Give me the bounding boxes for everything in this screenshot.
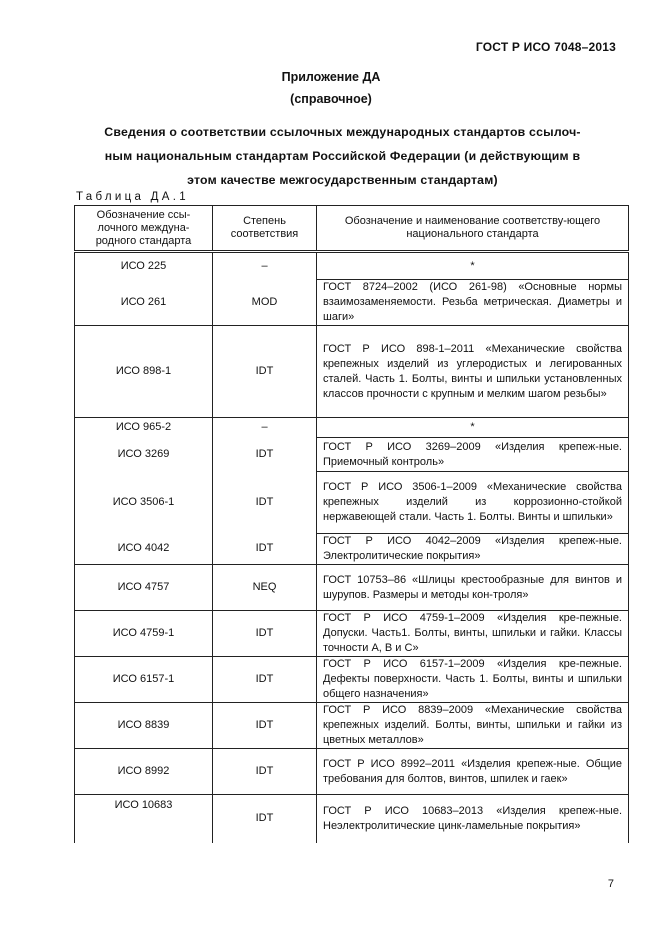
table-row <box>75 280 629 326</box>
cell-national: ГОСТ 10753–86 «Шлицы крестообразные для винтов и шурупов. Размеры и методы кон-троля» <box>317 565 629 611</box>
appendix-heading <box>70 120 615 192</box>
cell-international: ИСО 8992 <box>75 749 213 795</box>
cell-international: ИСО 4757 <box>75 565 213 611</box>
cell-international: ИСО 898-1 <box>75 326 213 418</box>
cell-degree: IDT <box>213 438 317 472</box>
table-header-row <box>75 206 629 252</box>
cell-degree: IDT <box>213 795 317 843</box>
cell-international: ИСО 3269 <box>75 438 213 472</box>
cell-international: ИСО 225 <box>75 252 213 280</box>
cell-national: ГОСТ Р ИСО 3506-1–2009 «Механические свойства крепежных изделий из коррозионно-стойкой нержавеющей стали. Часть 1. Болты. Винты и шпильки» <box>317 472 629 534</box>
cell-national: ГОСТ Р ИСО 4042–2009 «Изделия крепеж-ные. Электролитические покрытия» <box>317 534 629 565</box>
cell-degree: IDT <box>213 657 317 703</box>
cell-national: ГОСТ 8724–2002 (ИСО 261-98) «Основные нормы взаимозаменяемости. Резьба метрическая. Диаметры и шаги» <box>317 280 629 326</box>
table-row <box>75 611 629 657</box>
cell-national: * <box>317 252 629 280</box>
heading-line: Сведения о соответствии ссылочных международных стандартов ссылоч- <box>104 125 581 139</box>
cell-national: ГОСТ Р ИСО 8992–2011 «Изделия крепеж-ные. Общие требования для болтов, винтов, шпилек и гаек» <box>317 749 629 795</box>
cell-national: ГОСТ Р ИСО 8839–2009 «Механические свойства крепежных изделий. Болты, винты, шпильки и гайки из цветных металлов» <box>317 703 629 749</box>
table-row <box>75 418 629 438</box>
cell-national: ГОСТ Р ИСО 10683–2013 «Изделия крепеж-ные. Неэлектролитические цинк-ламельные покрытия» <box>317 795 629 843</box>
document-code: ГОСТ Р ИСО 7048–2013 <box>475 40 616 54</box>
cell-degree: MOD <box>213 280 317 326</box>
page-number: 7 <box>607 878 614 890</box>
column-header-international: Обозначение ссы-лочного междуна-родного стандарта <box>75 206 213 252</box>
table-row <box>75 252 629 280</box>
table-row <box>75 565 629 611</box>
table-row <box>75 438 629 472</box>
cell-degree: IDT <box>213 611 317 657</box>
table-caption: Таблица ДА.1 <box>76 191 189 203</box>
cell-degree: NEQ <box>213 565 317 611</box>
cell-international: ИСО 965-2 <box>75 418 213 438</box>
appendix-title: Приложение ДА <box>281 70 381 84</box>
table-row <box>75 657 629 703</box>
table-row <box>75 703 629 749</box>
cell-national: ГОСТ Р ИСО 898-1–2011 «Механические свойства крепежных изделий из углеродистых и легированных сталей. Часть 1. Болты, винты и шпильки установленных классов прочности с крупным и мелким шагом резьбы» <box>317 326 629 418</box>
cell-degree: IDT <box>213 534 317 565</box>
column-header-national: Обозначение и наименование соответству-ющего национального стандарта <box>317 206 629 252</box>
cell-degree: – <box>213 252 317 280</box>
cell-national: ГОСТ Р ИСО 3269–2009 «Изделия крепеж-ные. Приемочный контроль» <box>317 438 629 472</box>
table-row <box>75 472 629 534</box>
heading-line: этом качестве межгосударственным стандартам) <box>187 173 498 187</box>
cell-degree: IDT <box>213 749 317 795</box>
cell-international: ИСО 4042 <box>75 534 213 565</box>
cell-international: ИСО 4759-1 <box>75 611 213 657</box>
appendix-subtitle: (справочное) <box>290 92 372 106</box>
correspondence-table <box>74 205 629 843</box>
cell-international: ИСО 6157-1 <box>75 657 213 703</box>
cell-national: ГОСТ Р ИСО 6157-1–2009 «Изделия кре-пежные. Дефекты поверхности. Часть 1. Болты, винты и шпильки общего назначения» <box>317 657 629 703</box>
cell-international: ИСО 10683 <box>75 795 213 843</box>
cell-international: ИСО 261 <box>75 280 213 326</box>
cell-degree: IDT <box>213 326 317 418</box>
table-row <box>75 795 629 843</box>
cell-national: ГОСТ Р ИСО 4759-1–2009 «Изделия кре-пежные. Допуски. Часть1. Болты, винты, шпильки и гайки. Классы точности А, В и С» <box>317 611 629 657</box>
cell-degree: IDT <box>213 472 317 534</box>
cell-national: * <box>317 418 629 438</box>
table-row <box>75 534 629 565</box>
cell-international: ИСО 8839 <box>75 703 213 749</box>
cell-degree: – <box>213 418 317 438</box>
column-header-degree: Степень соответствия <box>213 206 317 252</box>
cell-international: ИСО 3506-1 <box>75 472 213 534</box>
cell-degree: IDT <box>213 703 317 749</box>
table-row <box>75 749 629 795</box>
heading-line: ным национальным стандартам Российской Федерации (и действующим в <box>104 149 581 163</box>
table-row <box>75 326 629 418</box>
